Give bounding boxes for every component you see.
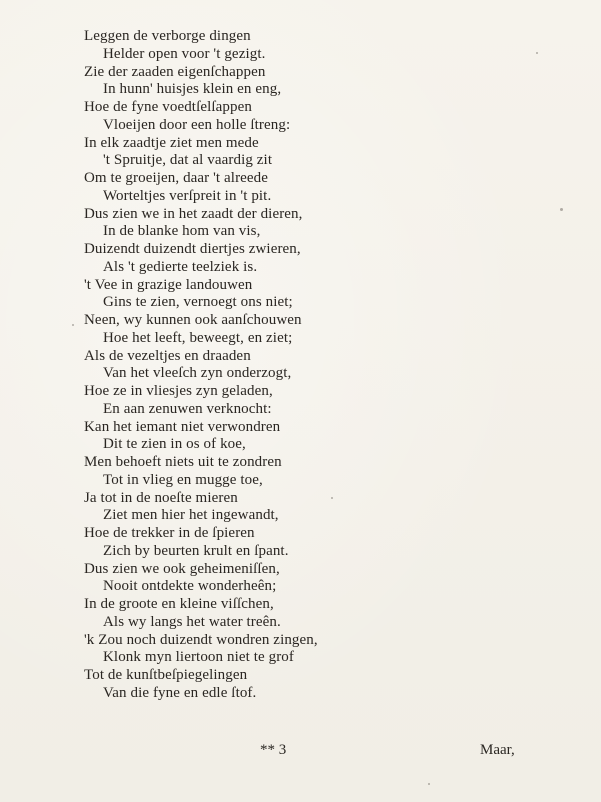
poem-line: Nooit ontdekte wonderheên;: [103, 578, 277, 595]
poem-line: Klonk myn liertoon niet te grof: [103, 649, 294, 666]
poem-line: Van die fyne en edle ſtof.: [103, 684, 257, 701]
poem-line: 't Spruitje, dat al vaardig zit: [103, 152, 273, 169]
poem-line: Dus zien we ook geheimeniſſen,: [84, 560, 280, 577]
poem-line: Hoe de trekker in de ſpieren: [84, 525, 255, 541]
poem-line: Dit te zien in os of koe,: [103, 436, 246, 453]
poem-line: Zich by beurten krult en ſpant.: [103, 542, 289, 559]
poem-line: Als 't gedierte teelziek is.: [103, 258, 258, 275]
poem-line: Dus zien we in het zaadt der dieren,: [84, 205, 303, 222]
poem-line: Van het vleeſch zyn onderzogt,: [103, 365, 292, 382]
poem-line: In elk zaadtje ziet men mede: [84, 134, 259, 151]
poem-line: Tot de kunſtbeſpiegelingen: [84, 667, 248, 683]
poem-line: In hunn' huisjes klein en eng,: [103, 81, 282, 98]
poem-line: Hoe de fyne voedtſelſappen: [84, 99, 252, 115]
poem-line: Men behoeft niets uit te zondren: [84, 454, 282, 470]
poem-line: En aan zenuwen verknocht:: [103, 400, 272, 417]
poem-line: Gins te zien, vernoegt ons niet;: [103, 294, 293, 311]
poem-line: Ziet men hier het ingewandt,: [103, 507, 279, 524]
poem-line: Als de vezeltjes en draaden: [84, 347, 251, 364]
paper-speck: [560, 208, 563, 211]
poem-line: Duizendt duizendt diertjes zwieren,: [84, 241, 301, 257]
poem-line: Hoe ze in vliesjes zyn geladen,: [84, 383, 273, 399]
paper-speck: [536, 52, 538, 54]
paper-speck: [428, 783, 430, 785]
poem-line: Als wy langs het water treên.: [103, 613, 281, 630]
poem-line: Ja tot in de noeſte mieren: [84, 489, 238, 506]
catchword: Maar,: [480, 742, 515, 758]
poem-line: In de blanke hom van vis,: [103, 223, 261, 240]
poem-line: Tot in vlieg en mugge toe,: [103, 471, 263, 488]
poem-line: 'k Zou noch duizendt wondren zingen,: [84, 631, 318, 648]
poem-line: 't Vee in grazige landouwen: [84, 276, 253, 293]
poem-line: Hoe het leeft, beweegt, en ziet;: [103, 329, 293, 346]
poem-line: Kan het iemant niet verwondren: [84, 418, 281, 435]
poem-line: In de groote en kleine viſſchen,: [84, 596, 274, 612]
paper-speck: [331, 497, 333, 499]
paper-speck: [72, 324, 74, 326]
poem-line: Worteltjes verſpreit in 't pit.: [103, 187, 272, 204]
poem-line: Leggen de verborge dingen: [84, 28, 251, 44]
poem-line: Helder open voor 't gezigt.: [103, 45, 266, 62]
poem-text: [84, 28, 318, 703]
poem-line: Zie der zaaden eigenſchappen: [84, 63, 266, 80]
poem-line: Neen, wy kunnen ook aanſchouwen: [84, 312, 302, 328]
poem-line: Vloeijen door een holle ſtreng:: [103, 116, 291, 133]
poem-line: Om te groeijen, daar 't alreede: [84, 170, 269, 186]
printer-signature-mark: ** 3: [260, 742, 287, 758]
